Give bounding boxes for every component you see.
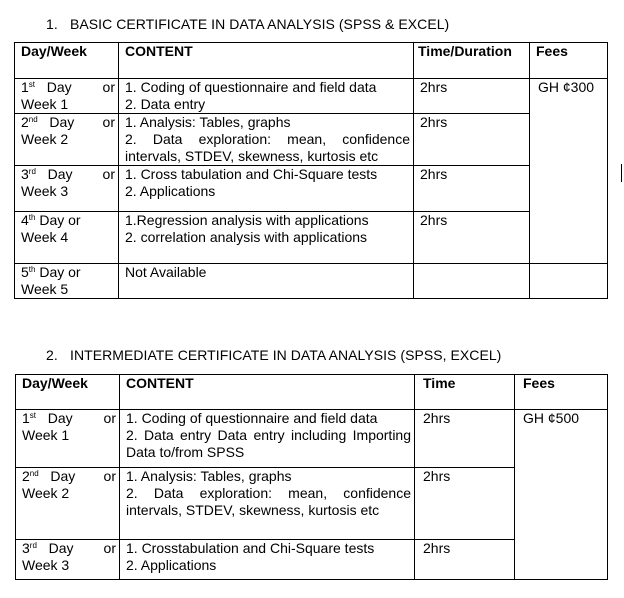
week-label: Week 3 [22, 557, 70, 573]
content-item: 1. Coding of questionnaire and field data [126, 410, 378, 426]
day-cell [16, 540, 120, 580]
day-word: Day [46, 79, 72, 95]
day-word: Day [47, 166, 73, 182]
fee-cell-empty [530, 264, 608, 299]
week-label: Week 4 [21, 229, 69, 245]
day-ordinal-suffix: nd [29, 469, 39, 478]
table-row [15, 212, 608, 264]
content-cell [120, 410, 415, 468]
intermediate-header-day: Day/Week [16, 375, 120, 410]
time-cell: 2hrs [414, 212, 530, 264]
day-or: or [103, 468, 116, 484]
table-row [15, 114, 608, 166]
day-ordinal: 2 [21, 114, 29, 130]
content-item: 1.Regression analysis with applications [125, 212, 369, 228]
basic-section-number: 1. [46, 16, 58, 32]
day-or: or [103, 540, 116, 556]
content-item: 1. Analysis: Tables, graphs [126, 468, 292, 484]
basic-header-time: Time/Duration [414, 43, 530, 79]
day-cell [16, 468, 120, 540]
day-or: or [102, 166, 115, 182]
day-ordinal: 5 [21, 264, 29, 280]
week-label: Week 5 [21, 281, 69, 297]
time-cell [414, 264, 530, 299]
content-item: Not Available [125, 264, 207, 280]
day-word: Day [49, 114, 75, 130]
content-cell [119, 114, 414, 166]
day-word: Day [47, 410, 73, 426]
day-word: Day [50, 468, 76, 484]
content-cell [120, 540, 415, 580]
week-label: Week 1 [21, 96, 69, 112]
fee-cell: GH ¢300 [530, 79, 608, 114]
day-ordinal-suffix: rd [29, 541, 37, 550]
intermediate-header-fees: Fees [515, 375, 608, 410]
time-cell: 2hrs [414, 166, 530, 212]
day-ordinal-suffix: nd [28, 115, 38, 124]
day-ordinal-suffix: st [29, 411, 37, 420]
fee-cell-spacer [530, 166, 608, 212]
day-cell [15, 212, 119, 264]
intermediate-header-row [16, 375, 608, 410]
day-ordinal-suffix: th [28, 265, 36, 274]
day-ordinal: 1 [22, 410, 30, 426]
day-or: or [102, 114, 115, 130]
table-row [16, 410, 608, 468]
day-ordinal: 3 [21, 166, 29, 182]
time-cell: 2hrs [414, 79, 530, 114]
content-item: 2. Data entry Data entry including Importing Data to/from SPSS [126, 427, 411, 460]
intermediate-section-number: 2. [46, 347, 58, 363]
content-cell [120, 468, 415, 540]
content-item: 1. Coding of questionnaire and field data [125, 79, 377, 95]
day-ordinal-suffix: rd [28, 167, 36, 176]
intermediate-header-content: CONTENT [120, 375, 415, 410]
basic-header-day: Day/Week [15, 43, 119, 79]
day-cell [15, 166, 119, 212]
basic-header-content: CONTENT [119, 43, 414, 79]
basic-section-title-text: BASIC CERTIFICATE IN DATA ANALYSIS (SPSS & EXCEL) [70, 16, 450, 32]
content-item: 2. Data exploration: mean, confidence intervals, STDEV, skewness, kurtosis etc [125, 131, 410, 164]
day-word: Day [48, 540, 74, 556]
day-cell [15, 114, 119, 166]
table-row [15, 166, 608, 212]
content-item: 2. Data entry [125, 96, 206, 112]
content-item: 1. Cross tabulation and Chi-Square tests [125, 166, 378, 182]
basic-header-fees: Fees [530, 43, 608, 79]
table-row [15, 79, 608, 114]
time-cell: 2hrs [414, 114, 530, 166]
intermediate-section-title-text: INTERMEDIATE CERTIFICATE IN DATA ANALYSIS (SPSS, EXCEL) [70, 347, 502, 363]
day-cell [15, 264, 119, 299]
day-word: Day or [39, 264, 81, 280]
basic-header-row [15, 43, 608, 79]
content-cell [119, 264, 414, 299]
week-label: Week 2 [22, 485, 70, 501]
time-cell: 2hrs [415, 410, 515, 468]
intermediate-course-table [15, 374, 608, 580]
content-item: 2. Data exploration: mean, confidence intervals, STDEV, skewness, kurtosis etc [126, 485, 411, 518]
day-cell [15, 79, 119, 114]
content-item: 2. Applications [125, 183, 216, 199]
intermediate-section-title [46, 347, 501, 364]
content-cell [119, 79, 414, 114]
fee-cell-spacer [515, 540, 608, 580]
content-item: 2. correlation analysis with applications [125, 229, 368, 245]
fee-cell-spacer [515, 468, 608, 540]
day-cell [16, 410, 120, 468]
content-item: 1. Analysis: Tables, graphs [125, 114, 291, 130]
week-label: Week 1 [22, 427, 70, 443]
fee-cell: GH ¢500 [515, 410, 608, 468]
day-ordinal: 1 [21, 79, 29, 95]
content-item: 2. Applications [126, 557, 217, 573]
basic-section-title [46, 16, 449, 33]
day-ordinal-suffix: st [28, 80, 36, 89]
day-or: or [103, 410, 116, 426]
time-cell: 2hrs [415, 540, 515, 580]
content-item: 1. Crosstabulation and Chi-Square tests [126, 540, 375, 556]
week-label: Week 3 [21, 183, 69, 199]
margin-mark [621, 164, 622, 182]
day-ordinal: 3 [22, 540, 30, 556]
day-word: Day or [39, 212, 81, 228]
day-or: or [102, 79, 115, 95]
content-cell [119, 212, 414, 264]
day-ordinal-suffix: th [28, 213, 36, 222]
table-row [16, 540, 608, 580]
fee-cell-spacer [530, 212, 608, 264]
day-ordinal: 2 [22, 468, 30, 484]
content-cell [119, 166, 414, 212]
intermediate-header-time: Time [415, 375, 515, 410]
fee-cell-spacer [530, 114, 608, 166]
table-row [16, 468, 608, 540]
day-ordinal: 4 [21, 212, 29, 228]
basic-course-table [14, 42, 608, 299]
table-row [15, 264, 608, 299]
week-label: Week 2 [21, 131, 69, 147]
time-cell: 2hrs [415, 468, 515, 540]
